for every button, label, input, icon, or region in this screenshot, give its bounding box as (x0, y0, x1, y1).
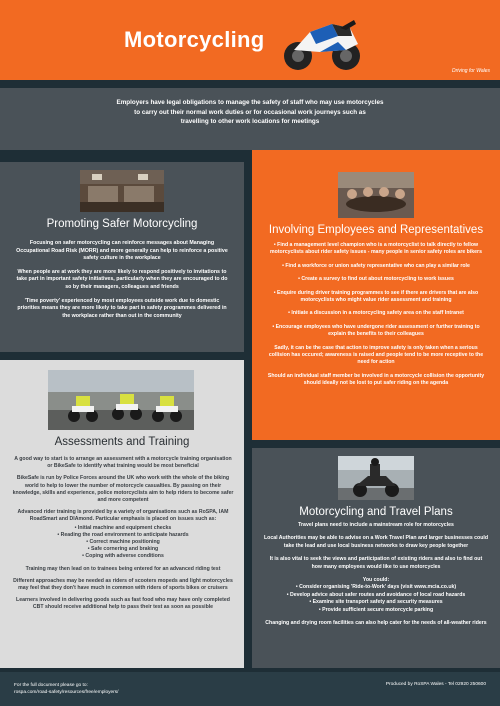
intro-line: Employers have legal obligations to manage the safety of staff who may use motorcycles (116, 99, 384, 106)
involve-heading: Involving Employees and Representatives (268, 224, 484, 236)
involve-bullet: • Find a management level champion who is a motorcyclist to talk directly to fellow motorcyclists about rider safety issues - many people in senior safety roles are bikers (270, 242, 482, 256)
promote-panel (0, 162, 244, 352)
travel-heading: Motorcycling and Travel Plans (299, 506, 453, 518)
involve-closing: Should an individual staff member be involved in a motorcycle collision the opportunity should ideally not be lost to put safer riding on the agenda (267, 372, 485, 387)
office-image (80, 170, 164, 212)
travel-list-item: • Examine site transport safety and security measures (309, 599, 443, 606)
promote-paragraph: When people are at work they are more likely to respond positively to invitations to take part in important safety initiatives, particularly when they are encouraged to do so by their managers, colleagues and friends (16, 268, 228, 290)
travel-list-item: • Develop advice about safer routes and avoidance of local road hazards (286, 591, 466, 598)
involve-closing: Sadly, it can be the case that action to improve safety is only taken when a serious collision has occured; awareness is raised and people tend to be more receptive to the need for action (268, 344, 484, 366)
assess-paragraph: Training may then lead on to trainees being entered for an advanced riding test (25, 565, 221, 572)
travel-paragraph: Travel plans need to include a mainstream role for motorcycles (298, 522, 454, 528)
assess-list-item: • Initial machine and equipment checks (74, 524, 172, 531)
header-banner (0, 0, 500, 80)
promote-paragraph: 'Time poverty' experienced by most employees outside work due to domestic priorities means they are more likely to take part in safety programmes delivered in the workplace rather than out in the community (17, 297, 227, 319)
meeting-image (338, 172, 414, 218)
motorcycle-image (280, 6, 364, 74)
assess-paragraph: Advanced rider training is provided by a variety of organisations such as RoSPA, IAM RoadSmart and DIAmond. Particular emphasis is placed on issues such as: (17, 509, 229, 523)
promote-heading: Promoting Safer Motorcycling (46, 218, 198, 230)
assess-list-item: • Safe cornering and braking (87, 546, 159, 553)
travel-could-label: You could: (362, 577, 390, 584)
travel-paragraph: Local Authorities may be able to advise on a Work Travel Plan and larger businesses could take the lead and use local business networks to draw key people together (264, 535, 488, 549)
assess-list-item: • Reading the road environment to anticipate hazards (57, 531, 189, 538)
involve-bullet: • Create a survey to find out about motorcycling to work issues (298, 276, 454, 283)
page-title: Motorcycling (124, 27, 265, 52)
assess-paragraph: A good way to start is to arrange an assessment with a motorcycle training organisation or BikeSafe to identify what training would be most beneficial (14, 456, 232, 470)
involve-bullet: • Encourage employees who have undergone rider assessment or further training to explain the benefits to their colleagues (272, 323, 480, 338)
travel-paragraph: It is also vital to seek the views and participation of existing riders and also to find out how many employees would like to use motorcycles (269, 556, 483, 570)
travel-panel (252, 448, 500, 668)
promote-paragraph: Focusing on safer motorcycling can reinforce messages about Managing Occupational Road Risk (MORR) and more generally can help to reinforce a positive safety culture in the workplace (16, 240, 228, 262)
footer (0, 672, 500, 706)
assess-list-item: • Correct machine positioning (86, 539, 160, 546)
assess-heading: Assessments and Training (54, 436, 190, 448)
involve-bullet: • Enquire during driver training programmes to see if there are drivers that are also motorcyclists who might value rider assessment and training (273, 289, 479, 304)
travel-paragraph: Changing and drying room facilities can also help cater for the needs of all-weather riders (265, 620, 487, 627)
footer-link[interactable]: rospa.com/road-safety/resources/free/employers/ (14, 690, 119, 695)
intro-section (0, 88, 500, 150)
commuter-rider-image (338, 456, 414, 500)
assess-paragraph: Different approaches may be needed as riders of scooters mopeds and light motorcycles may feel that they don't have much in common with riders of sports bikes or cruisers (13, 577, 233, 592)
intro-line: travelling to other work locations for meetings (180, 118, 320, 125)
involve-bullet: • Find a workforce or union safety representative who can play a similar role (282, 262, 470, 269)
assess-list-item: • Coping with adverse conditions (82, 553, 164, 560)
intro-line: to carry out their normal work duties or for occasional work journeys such as (134, 108, 366, 116)
involve-bullet: • Initiate a discussion in a motorcycling safety area on the staff Intranet (288, 310, 464, 317)
footer-credit: Produced by RoSPA Wales - Tel 02920 250600 (385, 682, 486, 687)
assess-paragraph: BikeSafe is run by Police Forces around the UK who work with the whole of the biking world to help to lower the number of motorcycle casualties. By passing on their knowledge, skills and experience, police motorcyclists aim to help riders to become safer and more competent (12, 475, 234, 504)
tagline: Driving for Wales (452, 68, 490, 74)
police-bikes-image (48, 370, 194, 430)
involve-panel (252, 150, 500, 440)
travel-list-item: • Consider organising 'Ride-to-Work' days (visit www.mcia.co.uk) (295, 584, 457, 591)
assess-panel (0, 360, 244, 668)
travel-list-item: • Provide sufficient secure motorcycle parking (318, 606, 434, 613)
assess-paragraph: Learners involved in delivering goods such as fast food who may have only completed CBT should receive additional help to pass their test as soon as possible (16, 597, 230, 611)
footer-note: For the full document please go to: (14, 683, 88, 688)
